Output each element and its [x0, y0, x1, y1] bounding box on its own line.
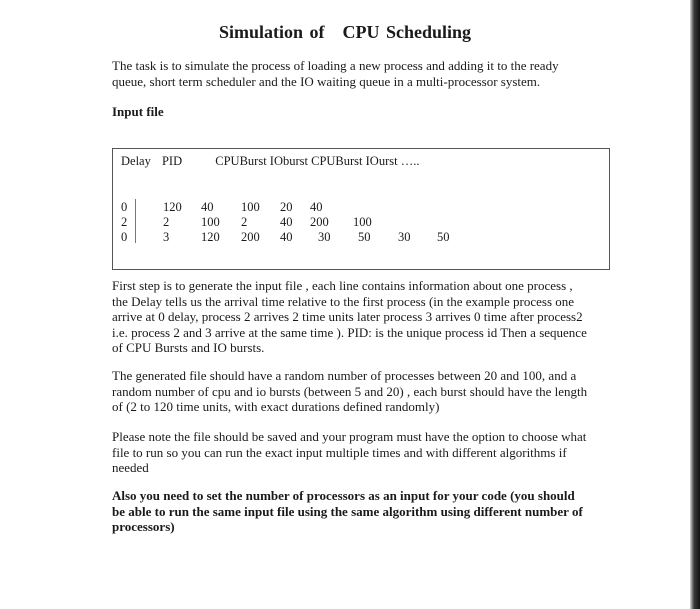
table-cell: 3 — [163, 230, 170, 244]
title-part-1: Simulation of — [218, 22, 325, 42]
table-cell: 120 — [163, 200, 182, 214]
table-cell: 200 — [241, 230, 260, 244]
table-cell: 40 — [201, 200, 214, 214]
table-cell: 20 — [280, 200, 293, 214]
table-cell: 2 — [163, 215, 170, 229]
table-cell: 0 — [121, 230, 128, 244]
header-delay: Delay — [121, 154, 151, 168]
table-header — [121, 154, 419, 169]
table-cell: 30 — [318, 230, 331, 244]
intro-paragraph: The task is to simulate the process of loading a new process and adding it to the ready queue, short term scheduler and the IO waiting queue in a multi-processor system. — [112, 58, 559, 89]
header-pid: PID — [161, 154, 183, 168]
input-file-example-box — [112, 148, 610, 270]
table-cell: 50 — [437, 230, 450, 244]
paragraph-file-saving: Please note the file should be saved and your program must have the option to choose what file to run so you can run the exact input multiple times and with different algorithms if needed — [112, 429, 587, 475]
table-cell: 200 — [310, 215, 329, 229]
table-cell: 100 — [353, 215, 372, 229]
table-cell: 50 — [358, 230, 371, 244]
table-cell: 30 — [398, 230, 411, 244]
table-cell: 2 — [241, 215, 248, 229]
paragraph-random-generation: The generated file should have a random number of processes between 20 and 100, and a random number of cpu and io bursts (between 5 and 20) , each burst should have the length of (2 to 120 time units, with exact durations defined randomly) — [112, 368, 588, 414]
screen-edge — [690, 0, 700, 609]
table-cell: 0 — [121, 200, 128, 214]
table-cell: 40 — [280, 230, 293, 244]
table-cell: 100 — [241, 200, 260, 214]
table-cell: 40 — [280, 215, 293, 229]
table-cell: 120 — [201, 230, 220, 244]
title-part-2: CPU Scheduling — [342, 22, 472, 42]
header-bursts: CPUBurst IOburst CPUBurst IOurst ….. — [215, 154, 420, 168]
document-title — [0, 22, 690, 43]
table-cell: 100 — [201, 215, 220, 229]
paragraph-first-step: First step is to generate the input file , each line contains information about one process , the Delay tells us the arrival time relative to the first process (in the example process one arrive at 0 delay, process 2 arrives 2 time units later process 3 arrives 0 time after process2 i.e. process 2 and 3 arrive at the same time ). PID: is the unique process id Then a sequence of CPU Bursts and IO bursts. — [112, 278, 587, 355]
table-cell: 40 — [310, 200, 323, 214]
paragraph-processors: Also you need to set the number of processors as an input for your code (you should be able to run the same input file using the same algorithm using different number of processors) — [112, 488, 583, 534]
table-cell: 2 — [121, 215, 128, 229]
input-file-heading: Input file — [112, 104, 164, 119]
